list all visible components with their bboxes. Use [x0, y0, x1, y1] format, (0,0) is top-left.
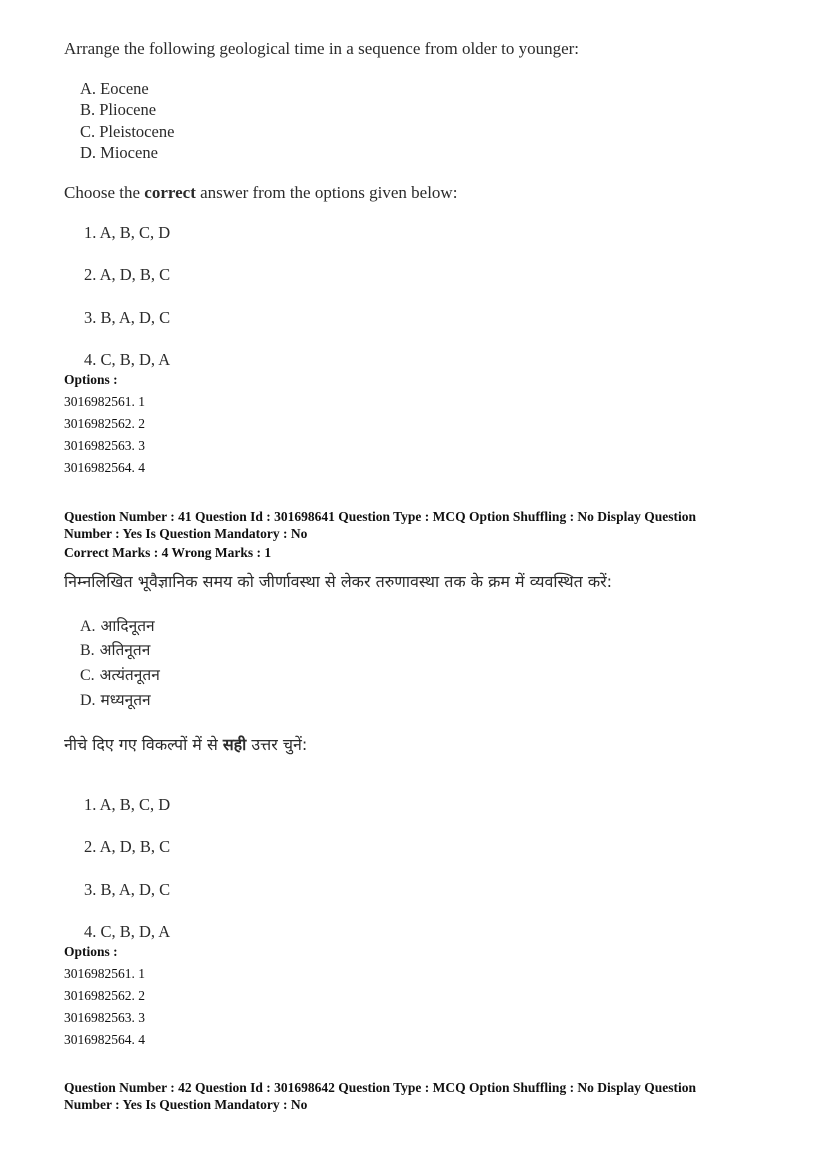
choose-instruction — [64, 183, 457, 203]
answer-option: 3. B, A, D, C — [84, 880, 171, 899]
question-meta: Question Number : 41 Question Id : 301698641 Question Type : MCQ Option Shuffling : No Display Question — [64, 509, 696, 524]
question-meta: Question Number : 42 Question Id : 301698642 Question Type : MCQ Option Shuffling : No Display Question — [64, 1080, 696, 1095]
question-item: B. Pliocene — [80, 100, 157, 119]
option-id: 3016982563. 3 — [64, 1010, 145, 1025]
item-prefix: C. — [80, 667, 95, 684]
item-prefix: D. — [80, 692, 96, 709]
answer-option: 2. A, D, B, C — [84, 837, 171, 856]
question-item-hindi — [80, 663, 160, 685]
option-id: 3016982562. 2 — [64, 416, 145, 431]
answer-option: 4. C, B, D, A — [84, 350, 171, 369]
question-item-hindi — [80, 614, 155, 636]
item-text: मध्यनूतन — [100, 691, 151, 709]
option-id: 3016982562. 2 — [64, 988, 145, 1003]
answer-option: 1. A, B, C, D — [84, 223, 171, 242]
item-prefix: B. — [80, 642, 95, 659]
answer-option: 3. B, A, D, C — [84, 308, 171, 327]
choose-text: उत्तर चुनें: — [246, 735, 308, 754]
option-id: 3016982561. 1 — [64, 966, 145, 981]
option-id: 3016982564. 4 — [64, 460, 145, 475]
item-text: आदिनूतन — [100, 617, 155, 635]
question-item: A. Eocene — [80, 79, 149, 98]
options-label: Options : — [64, 944, 118, 959]
question-meta: Number : Yes Is Question Mandatory : No — [64, 1097, 308, 1112]
option-id: 3016982563. 3 — [64, 438, 145, 453]
question-marks: Correct Marks : 4 Wrong Marks : 1 — [64, 545, 272, 560]
answer-option: 4. C, B, D, A — [84, 922, 171, 941]
choose-emphasis: correct — [144, 183, 196, 202]
choose-instruction-hindi — [64, 733, 307, 755]
question-prompt: Arrange the following geological time in a sequence from older to younger: — [64, 39, 580, 58]
item-text: अत्यंतनूतन — [99, 666, 160, 684]
question-prompt-hindi: निम्नलिखित भूवैज्ञानिक समय को जीर्णावस्था से लेकर तरुणावस्था तक के क्रम में व्यवस्थित करें: — [64, 572, 613, 591]
options-label: Options : — [64, 372, 118, 387]
question-item-hindi — [80, 638, 150, 660]
choose-text: answer from the options given below: — [195, 183, 458, 202]
option-id: 3016982564. 4 — [64, 1032, 145, 1047]
question-item-hindi — [80, 688, 151, 710]
choose-text: Choose the — [64, 183, 145, 202]
choose-text: नीचे दिए गए विकल्पों में से — [64, 735, 223, 754]
item-text: अतिनूतन — [99, 641, 151, 659]
answer-option: 2. A, D, B, C — [84, 265, 171, 284]
question-item: D. Miocene — [80, 143, 158, 162]
question-meta: Number : Yes Is Question Mandatory : No — [64, 526, 308, 541]
choose-emphasis: सही — [222, 735, 247, 754]
answer-option: 1. A, B, C, D — [84, 795, 171, 814]
item-prefix: A. — [80, 618, 96, 635]
option-id: 3016982561. 1 — [64, 394, 145, 409]
question-item: C. Pleistocene — [80, 122, 175, 141]
